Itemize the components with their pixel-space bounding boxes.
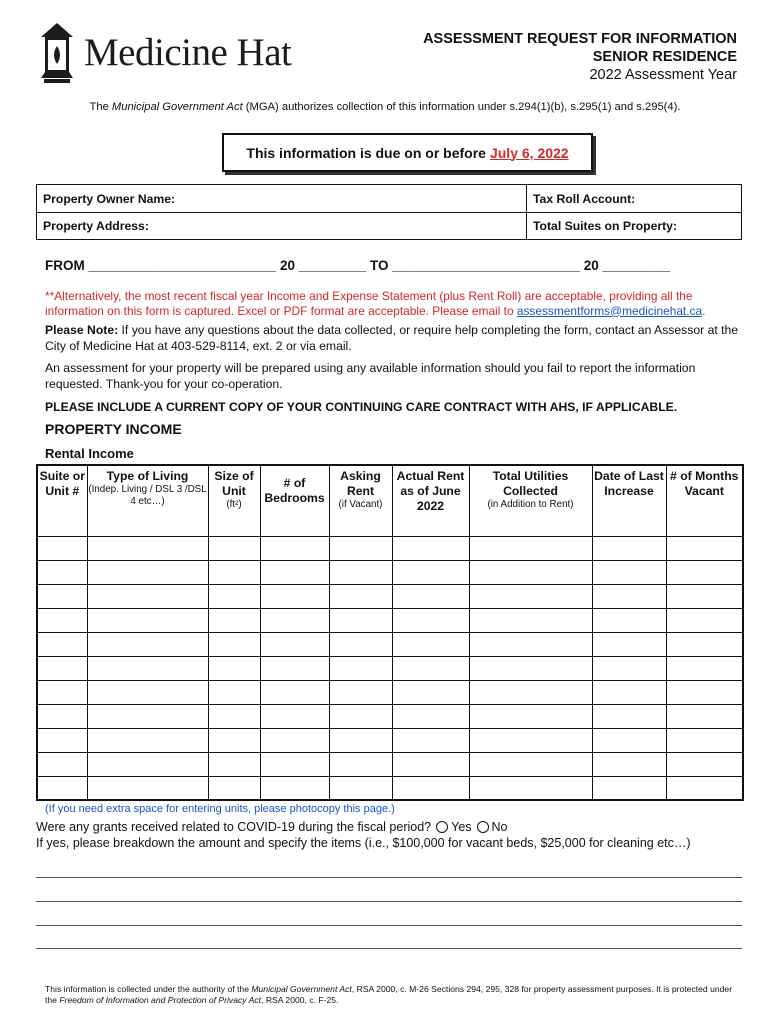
tax-roll-field[interactable]: Tax Roll Account: [533, 191, 636, 206]
table-cell[interactable] [260, 752, 329, 776]
assessment-warning: An assessment for your property will be prepared using any available information should you fail to report the information requested. Thank-you for your co-operation. [45, 361, 696, 391]
form-title-block [423, 30, 737, 84]
table-cell[interactable] [392, 560, 469, 584]
table-cell[interactable] [592, 680, 666, 704]
col-last-increase: Date of Last Increase [592, 465, 666, 536]
table-cell[interactable] [37, 752, 87, 776]
table-row [37, 776, 743, 800]
table-cell[interactable] [260, 560, 329, 584]
info-row-owner [37, 185, 741, 212]
col-size: Size of Unit (ft²) [208, 465, 260, 536]
table-cell[interactable] [329, 656, 392, 680]
table-cell[interactable] [329, 560, 392, 584]
table-cell[interactable] [208, 608, 260, 632]
table-cell[interactable] [329, 680, 392, 704]
table-row [37, 752, 743, 776]
col-type-of-living: Type of Living (Indep. Living / DSL 3 /DSL 4 etc…) [87, 465, 208, 536]
table-cell[interactable] [208, 560, 260, 584]
table-cell[interactable] [329, 752, 392, 776]
due-date-box [222, 133, 593, 172]
col-bedrooms: # of Bedrooms [260, 465, 329, 536]
section-title: PROPERTY INCOME [45, 421, 182, 437]
table-cell[interactable] [37, 608, 87, 632]
alternative-note: **Alternatively, the most recent fiscal year Income and Expense Statement (plus Rent Roll) are acceptable, providing all the information on this form is captured. Excel or PDF format are acceptable. Please email to assessmentforms@medicinehat.ca. [45, 289, 706, 318]
table-row [37, 680, 743, 704]
table-cell[interactable] [469, 704, 592, 728]
table-cell[interactable] [329, 704, 392, 728]
table-cell[interactable] [260, 656, 329, 680]
table-cell[interactable] [666, 656, 743, 680]
logo-wordmark: Medicine Hat [84, 31, 292, 74]
rental-income-title: Rental Income [45, 446, 134, 461]
answer-line[interactable] [36, 901, 742, 902]
table-cell[interactable] [37, 704, 87, 728]
form-title: ASSESSMENT REQUEST FOR INFORMATION [423, 31, 737, 47]
table-cell[interactable] [392, 776, 469, 800]
table-cell[interactable] [666, 680, 743, 704]
radio-no-label: No [491, 820, 508, 834]
table-row [37, 536, 743, 560]
radio-no[interactable] [477, 821, 489, 833]
total-suites-field[interactable]: Total Suites on Property: [533, 219, 678, 233]
table-cell[interactable] [592, 656, 666, 680]
table-row [37, 584, 743, 608]
footer-authority: This information is collected under the authority of the Municipal Government Act, RSA 2000, c. M-26 Sections 294, 295, 328 for property assessment purposes. It is protected under the Freedom of Information and Protection of Privacy Act, RSA 2000, c. F-25. [45, 984, 733, 1005]
covid-question: Were any grants received related to COVID-19 during the fiscal period? Yes No [36, 820, 508, 834]
table-cell[interactable] [469, 680, 592, 704]
table-row [37, 728, 743, 752]
please-note-label: Please Note: [45, 323, 119, 337]
table-cell[interactable] [392, 704, 469, 728]
due-label: This information is due on or before [246, 144, 486, 161]
table-row [37, 560, 743, 584]
col-suite: Suite or Unit # [37, 465, 87, 536]
table-cell[interactable] [592, 704, 666, 728]
table-cell[interactable] [37, 680, 87, 704]
table-cell[interactable] [469, 632, 592, 656]
table-cell[interactable] [469, 536, 592, 560]
table-cell[interactable] [666, 752, 743, 776]
table-cell[interactable] [87, 728, 208, 752]
please-note: Please Note: If you have any questions about the data collected, or require help completing the form, contact an Assessor at the City of Medicine Hat at 403-529-8114, ext. 2 or via email. [45, 323, 739, 353]
table-cell[interactable] [329, 608, 392, 632]
table-cell[interactable] [392, 680, 469, 704]
table-cell[interactable] [666, 728, 743, 752]
table-cell[interactable] [87, 752, 208, 776]
table-cell[interactable] [260, 632, 329, 656]
table-cell[interactable] [666, 536, 743, 560]
table-cell[interactable] [208, 632, 260, 656]
table-cell[interactable] [469, 560, 592, 584]
table-cell[interactable] [666, 584, 743, 608]
table-cell[interactable] [666, 608, 743, 632]
table-cell[interactable] [469, 584, 592, 608]
table-cell[interactable] [392, 584, 469, 608]
table-cell[interactable] [208, 776, 260, 800]
table-cell[interactable] [87, 680, 208, 704]
table-row [37, 608, 743, 632]
col-months-vacant: # of Months Vacant [666, 465, 743, 536]
table-cell[interactable] [37, 536, 87, 560]
table-cell[interactable] [592, 752, 666, 776]
table-cell[interactable] [666, 632, 743, 656]
table-cell[interactable] [208, 704, 260, 728]
table-cell[interactable] [260, 776, 329, 800]
table-cell[interactable] [37, 728, 87, 752]
table-cell[interactable] [329, 584, 392, 608]
table-cell[interactable] [329, 632, 392, 656]
assessment-year: 2022 Assessment Year [589, 67, 737, 83]
col-actual-rent: Actual Rent as of June 2022 [392, 465, 469, 536]
answer-line[interactable] [36, 877, 742, 878]
table-cell[interactable] [260, 584, 329, 608]
table-cell[interactable] [87, 536, 208, 560]
table-cell[interactable] [592, 560, 666, 584]
table-cell[interactable] [87, 632, 208, 656]
covid-detail-instructions: If yes, please breakdown the amount and specify the items (i.e., $100,000 for vacant beds, $25,000 for cleaning etc…) [36, 836, 691, 850]
table-cell[interactable] [469, 656, 592, 680]
info-row-address [37, 212, 741, 239]
table-cell[interactable] [592, 776, 666, 800]
table-cell[interactable] [469, 728, 592, 752]
table-cell[interactable] [260, 680, 329, 704]
act-name: Municipal Government Act [111, 101, 243, 113]
table-cell[interactable] [392, 632, 469, 656]
table-cell[interactable] [208, 680, 260, 704]
table-cell[interactable] [592, 728, 666, 752]
col-utilities: Total Utilities Collected (in Addition to Rent) [469, 465, 592, 536]
table-cell[interactable] [260, 608, 329, 632]
table-cell[interactable] [469, 776, 592, 800]
table-cell[interactable] [37, 560, 87, 584]
table-cell[interactable] [260, 704, 329, 728]
rental-income-table [36, 464, 744, 801]
table-cell[interactable] [208, 656, 260, 680]
table-cell[interactable] [87, 656, 208, 680]
table-cell[interactable] [260, 728, 329, 752]
table-row [37, 656, 743, 680]
radio-yes-label: Yes [451, 820, 472, 834]
table-cell[interactable] [208, 536, 260, 560]
property-info-table [36, 184, 742, 240]
table-cell[interactable] [260, 536, 329, 560]
fiscal-period-line[interactable]: FROM _________________________ 20 _________ TO _________________________ 20 _________ [45, 258, 671, 273]
table-cell[interactable] [329, 536, 392, 560]
table-cell[interactable] [666, 560, 743, 584]
table-cell[interactable] [87, 776, 208, 800]
table-cell[interactable] [469, 752, 592, 776]
table-cell[interactable] [208, 584, 260, 608]
table-cell[interactable] [392, 536, 469, 560]
table-cell[interactable] [392, 728, 469, 752]
table-cell[interactable] [666, 776, 743, 800]
table-cell[interactable] [329, 776, 392, 800]
table-cell[interactable] [37, 776, 87, 800]
table-cell[interactable] [392, 752, 469, 776]
table-cell[interactable] [87, 704, 208, 728]
lantern-icon [40, 22, 74, 84]
table-cell[interactable] [592, 608, 666, 632]
table-cell[interactable] [592, 536, 666, 560]
form-subtitle: SENIOR RESIDENCE [592, 49, 737, 65]
city-logo [40, 22, 330, 88]
authority-statement: The Municipal Government Act (MGA) authorizes collection of this information under s.294(1)(b), s.295(1) and s.295(4). [89, 101, 681, 113]
table-cell[interactable] [592, 584, 666, 608]
table-cell[interactable] [329, 728, 392, 752]
property-address-field[interactable]: Property Address: [37, 213, 527, 239]
table-row [37, 704, 743, 728]
table-cell[interactable] [469, 608, 592, 632]
table-cell[interactable] [87, 608, 208, 632]
answer-line[interactable] [36, 948, 742, 949]
include-contract-note: PLEASE INCLUDE A CURRENT COPY OF YOUR CONTINUING CARE CONTRACT WITH AHS, IF APPLICABLE. [45, 400, 678, 414]
table-cell[interactable] [392, 656, 469, 680]
table-cell[interactable] [208, 752, 260, 776]
due-date: July 6, 2022 [489, 144, 569, 161]
photocopy-note: (If you need extra space for entering units, please photocopy this page.) [45, 803, 395, 815]
answer-line[interactable] [36, 925, 742, 926]
table-cell[interactable] [208, 728, 260, 752]
table-cell[interactable] [37, 632, 87, 656]
table-cell[interactable] [592, 632, 666, 656]
table-row [37, 632, 743, 656]
col-asking-rent: Asking Rent (if Vacant) [329, 465, 392, 536]
radio-yes[interactable] [436, 821, 448, 833]
email-link[interactable]: assessmentforms@medicinehat.ca [516, 303, 703, 318]
table-cell[interactable] [87, 584, 208, 608]
table-cell[interactable] [392, 608, 469, 632]
table-cell[interactable] [37, 584, 87, 608]
table-cell[interactable] [87, 560, 208, 584]
table-cell[interactable] [37, 656, 87, 680]
table-header-row [37, 465, 743, 536]
owner-name-field[interactable]: Property Owner Name: [37, 185, 527, 212]
table-cell[interactable] [666, 704, 743, 728]
